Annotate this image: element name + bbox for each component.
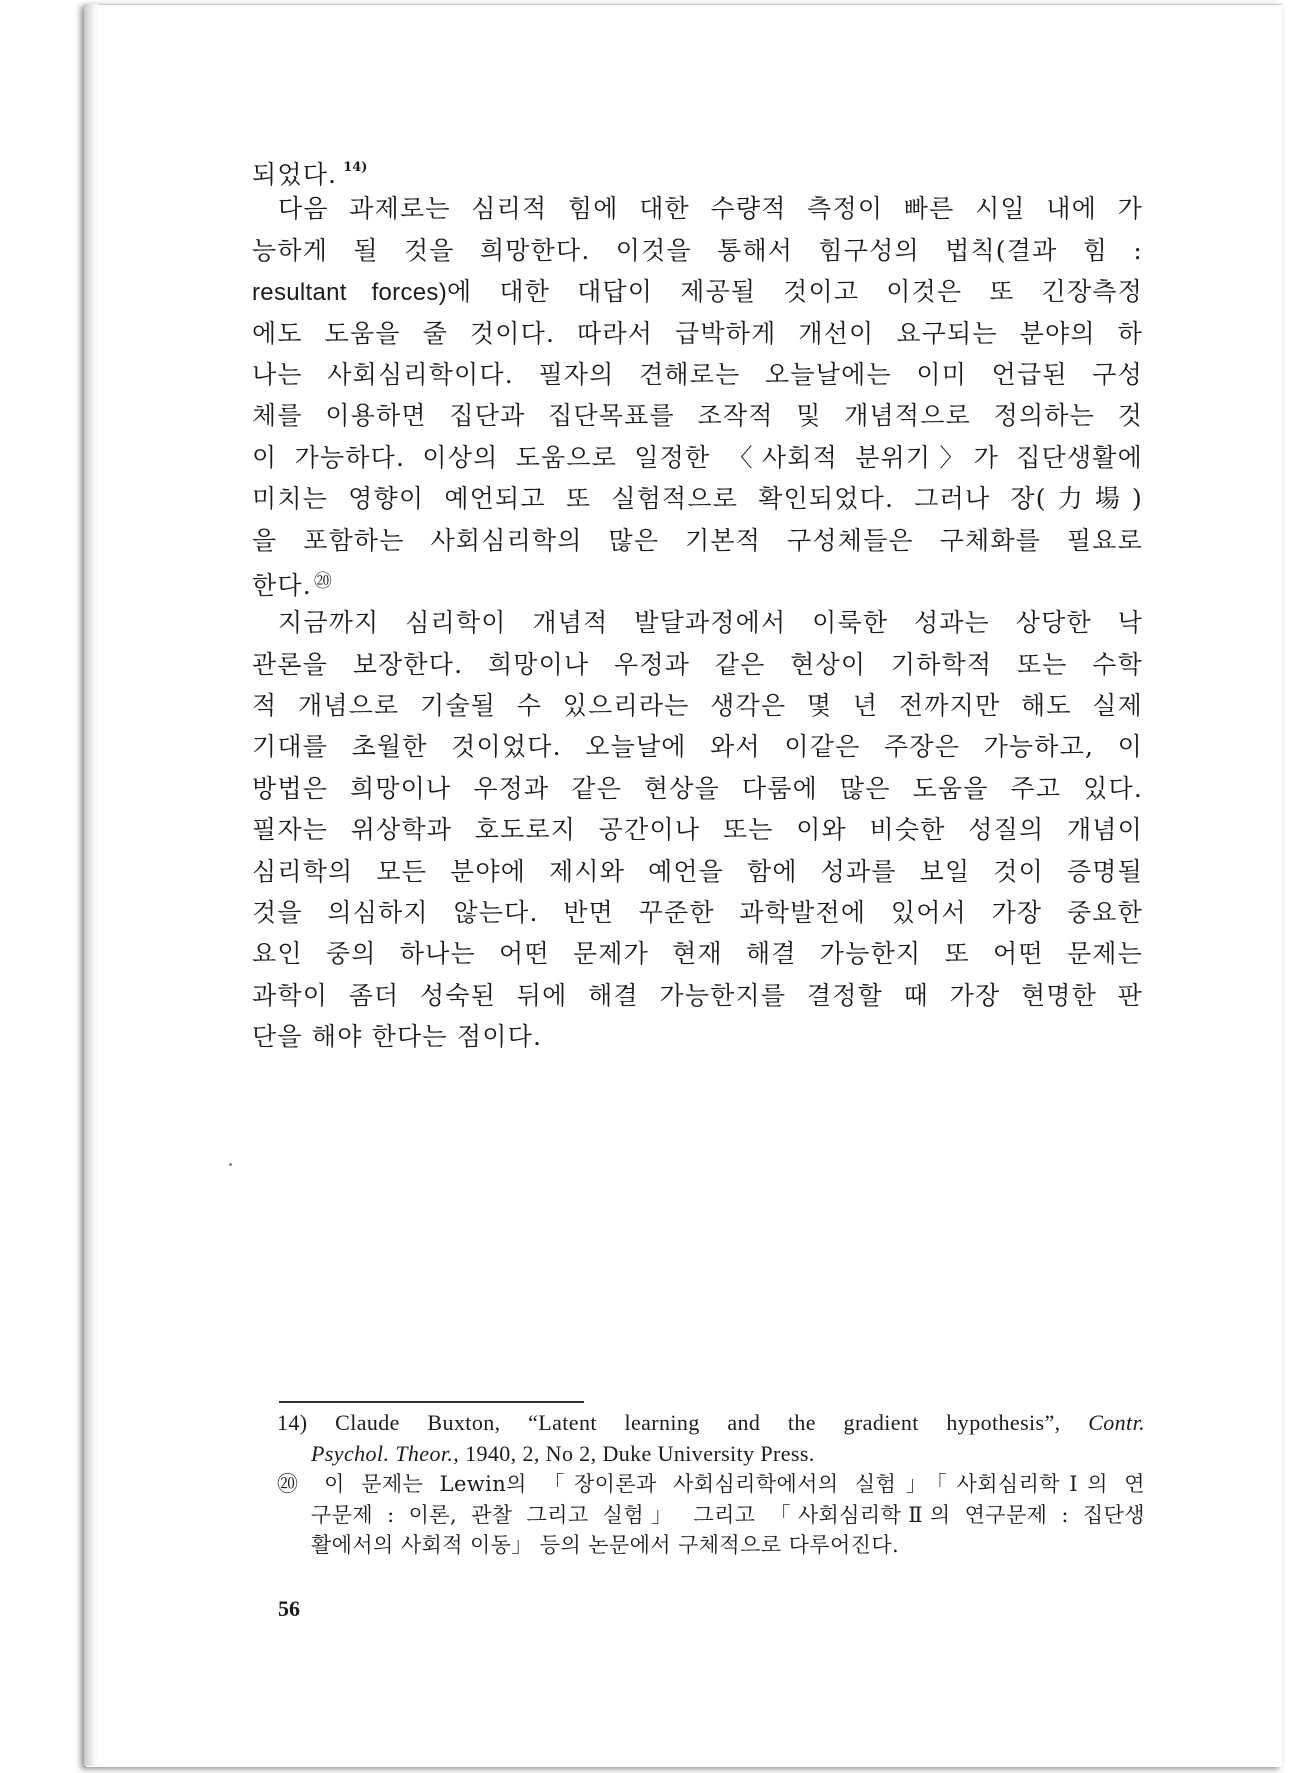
footnotes — [277, 1408, 1145, 1561]
footnote-20-line: 활에서의 사회적 이동」 등의 논문에서 구체적으로 다루어진다. — [311, 1533, 900, 1557]
text-line: 필자는 위상학과 호도로지 공간이나 또는 이와 비슷한 성질의 개념이 — [252, 815, 1143, 845]
footnote-20-line: 구문제 : 이론, 관찰 그리고 실험」 그리고 「사회심리학Ⅱ의 연구문제 : 집단생 — [311, 1502, 1145, 1527]
footnote-14-number: 14) — [277, 1410, 308, 1435]
footnote-14-line: Psychol. Theor., 1940, 2, No 2, Duke University Press. — [311, 1440, 815, 1466]
text-line: 요인 중의 하나는 어떤 문제가 현재 해결 가능한지 또 어떤 문제는 — [252, 939, 1143, 969]
text-line: 관론을 보장한다. 희망이나 우정과 같은 현상이 기하학적 또는 수학 — [252, 649, 1143, 679]
text-line: 방법은 희망이나 우정과 같은 현상을 다룸에 많은 도움을 주고 있다. — [252, 773, 1143, 803]
text-line: 한다. ⑳ — [252, 570, 334, 600]
footnote-20-number: ⑳ — [277, 1472, 308, 1496]
text-line: 미치는 영향이 예언되고 또 실험적으로 확인되었다. 그러나 장(力場) — [252, 484, 1143, 514]
scan-speck — [229, 1163, 232, 1166]
text-line: 과학이 좀더 성숙된 뒤에 해결 가능한지를 결정할 때 가장 현명한 판 — [252, 980, 1143, 1010]
footnote-divider — [279, 1401, 584, 1403]
text-line: 나는 사회심리학이다. 필자의 견해로는 오늘날에는 이미 언급된 구성 — [252, 359, 1143, 389]
page-binding-edge — [84, 4, 98, 1766]
text-line: 다음 과제로는 심리적 힘에 대한 수량적 측정이 빠른 시일 내에 가 — [278, 194, 1143, 224]
page-number: 56 — [278, 1596, 300, 1621]
text-line: 에도 도움을 줄 것이다. 따라서 급박하게 개선이 요구되는 분야의 하 — [252, 318, 1143, 348]
footnote-ref-20: ⑳ — [313, 570, 334, 592]
footnote-20-line: ⑳ 이 문제는 Lewin의 「장이론과 사회심리학에서의 실험」「사회심리학Ⅰ의 연 — [277, 1472, 1145, 1496]
text-line: 단을 해야 한다는 점이다. — [252, 1022, 543, 1052]
footnote-ref-14: 14) — [343, 160, 368, 175]
text-line: 능하게 될 것을 희망한다. 이것을 통해서 힘구성의 법칙(결과 힘 : — [252, 235, 1143, 265]
text-line: 체를 이용하면 집단과 집단목표를 조작적 및 개념적으로 정의하는 것 — [252, 401, 1143, 431]
body-text — [252, 147, 1143, 1058]
text-line: 지금까지 심리학이 개념적 발달과정에서 이룩한 성과는 상당한 낙 — [278, 608, 1143, 638]
text-line: 되었다. $^{14)}$ — [252, 160, 368, 189]
text-line: 심리학의 모든 분야에 제시와 예언을 함에 성과를 보일 것이 증명될 — [252, 856, 1143, 886]
text-line: 적 개념으로 기술될 수 있으리라는 생각은 몇 년 전까지만 해도 실제 — [252, 691, 1143, 721]
text-line: 것을 의심하지 않는다. 반면 꾸준한 과학발전에 있어서 가장 중요한 — [252, 898, 1143, 928]
text-line: 이 가능하다. 이상의 도움으로 일정한 〈사회적 분위기〉가 집단생활에 — [252, 442, 1143, 472]
text-line: 을 포함하는 사회심리학의 많은 기본적 구성체들은 구체화를 필요로 — [252, 525, 1143, 555]
text-line: resultant forces)에 대한 대답이 제공될 것이고 이것은 또 긴장측정 — [252, 277, 1144, 307]
text-line: 기대를 초월한 것이었다. 오늘날에 와서 이같은 주장은 가능하고, 이 — [252, 732, 1143, 762]
footnote-14-line: 14) Claude Buxton, “Latent learning and the gradient hypothesis”, Contr. — [277, 1410, 1145, 1435]
